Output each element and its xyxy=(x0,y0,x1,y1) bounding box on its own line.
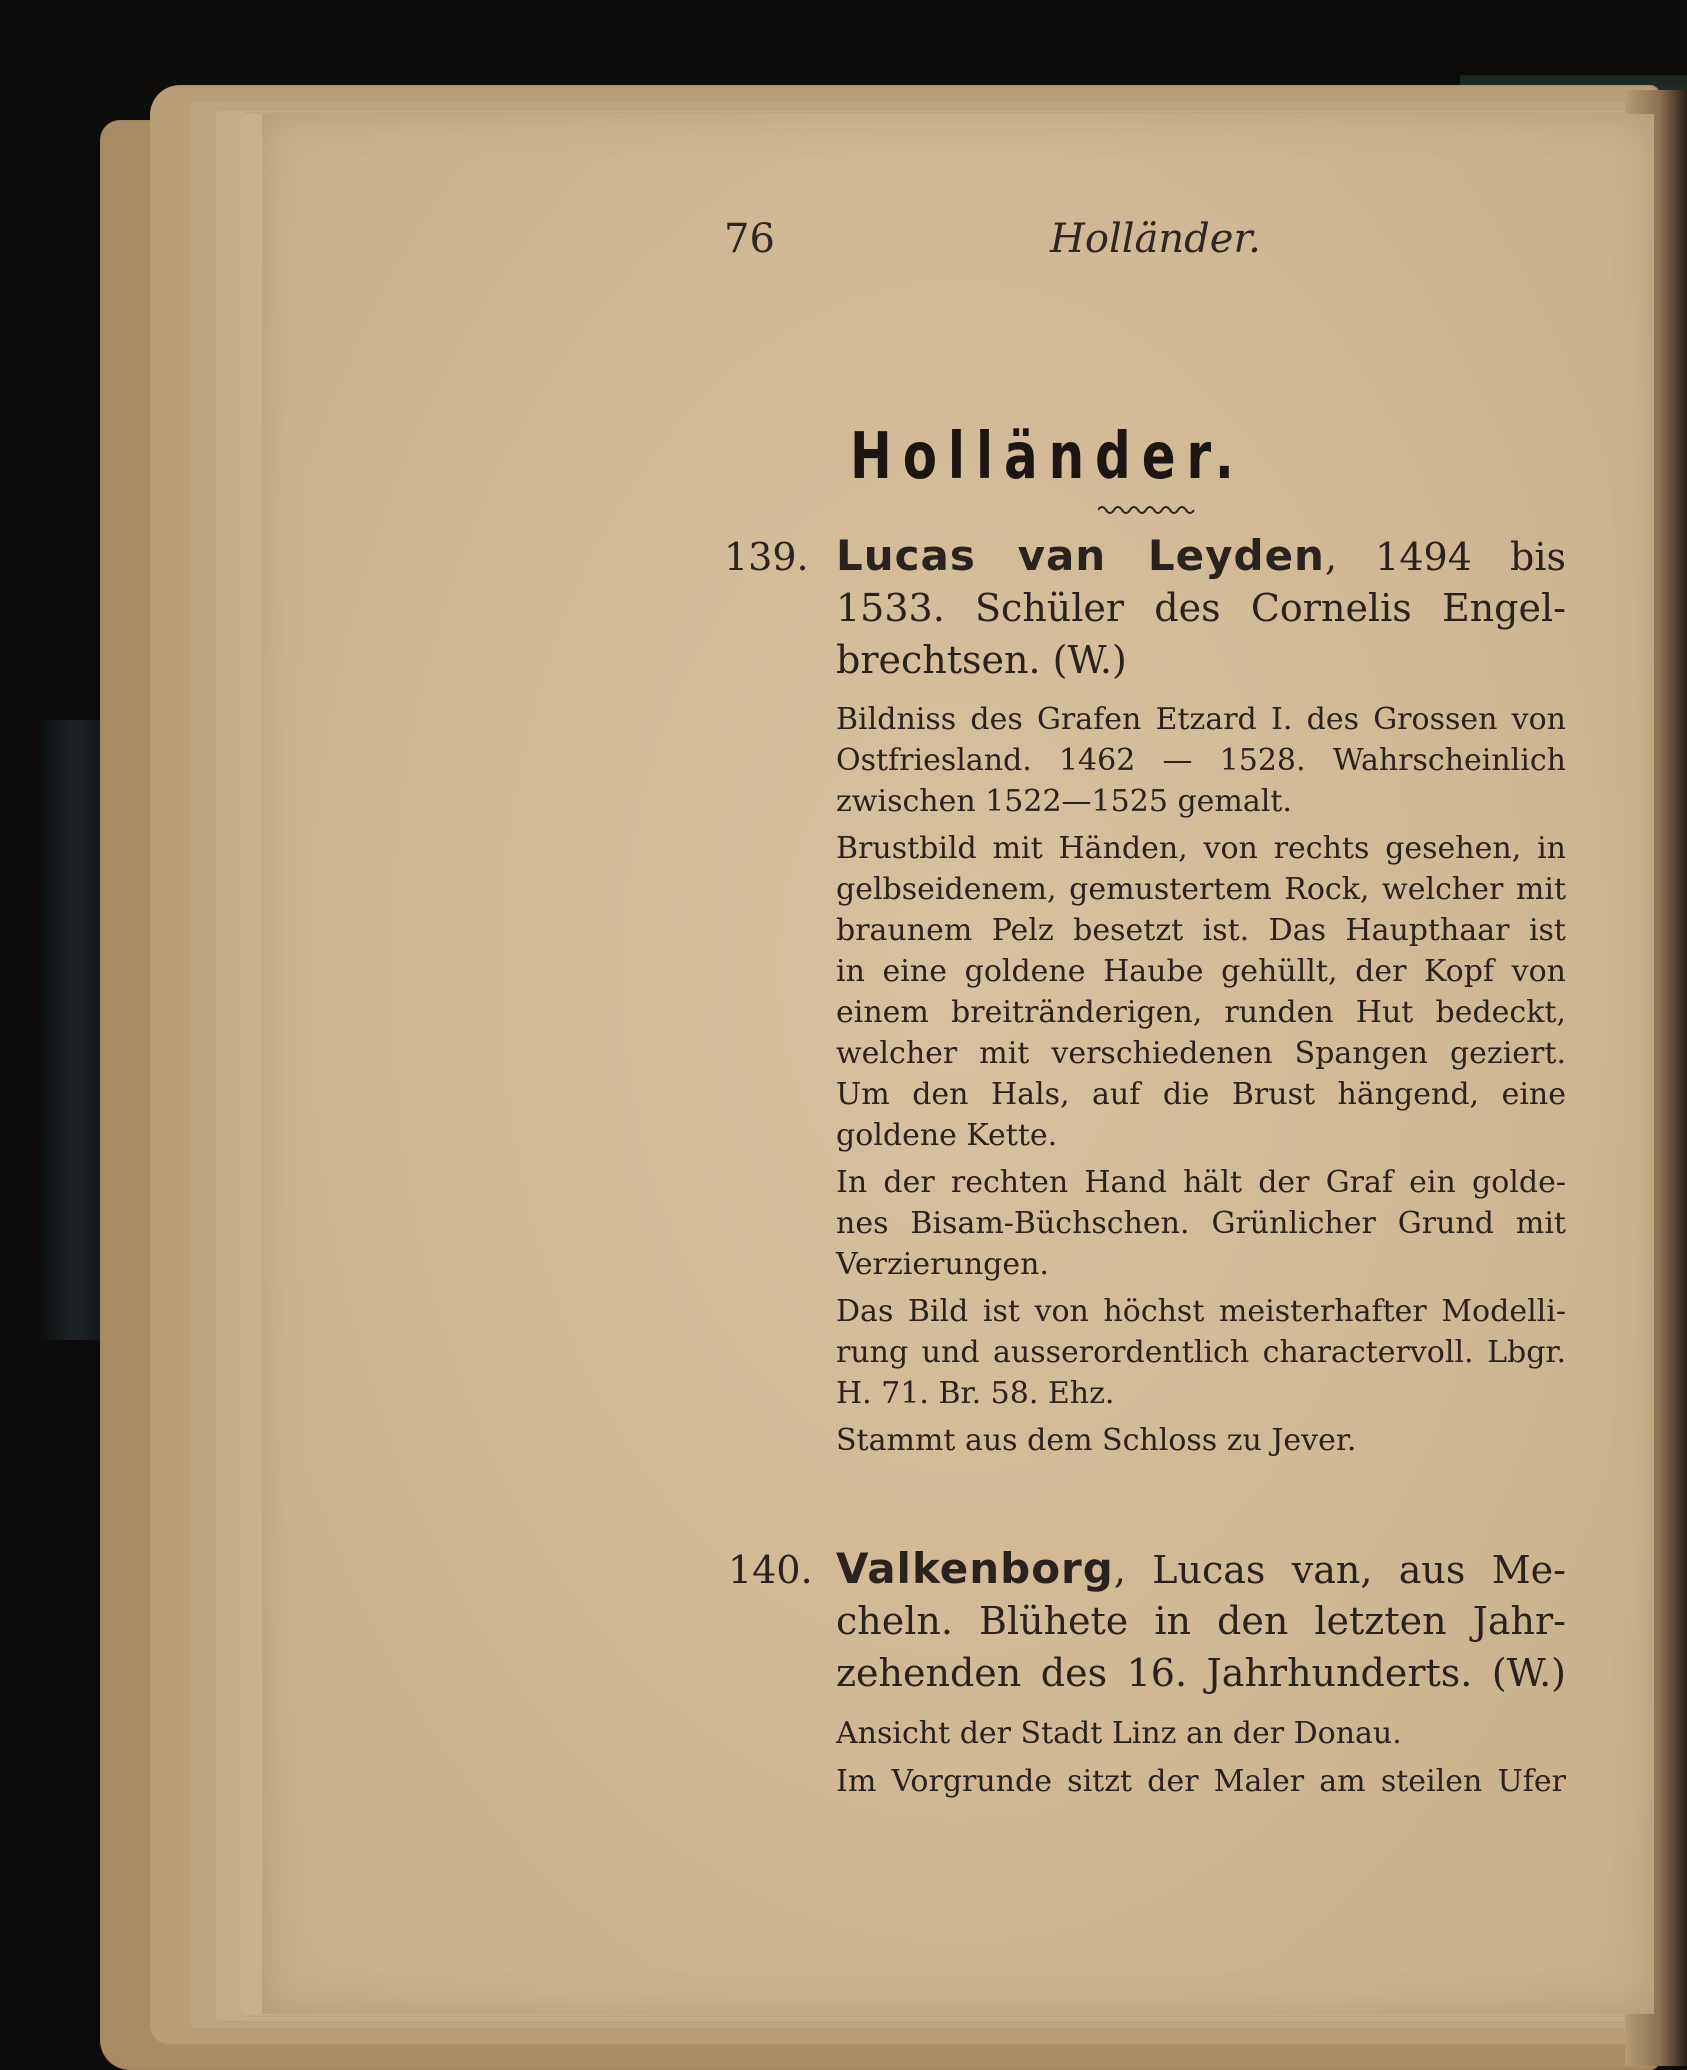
entry-number: 140. xyxy=(728,1548,813,1592)
description-line: Das Bild ist von höchst meisterhafter Modelli- xyxy=(836,1294,1566,1329)
running-title: Holländer. xyxy=(1050,216,1261,262)
artist-name: Lucas van Leyden xyxy=(836,531,1325,580)
description-line: gelbseidenem, gemustertem Rock, welcher mit xyxy=(836,872,1566,907)
description-line: Bildniss des Grafen Etzard I. des Grossen von xyxy=(836,702,1566,737)
description-line: Um den Hals, auf die Brust hängend, eine xyxy=(836,1077,1566,1112)
entry-number: 139. xyxy=(724,535,809,579)
artist-name: Valkenborg xyxy=(836,1544,1114,1593)
entry-intro-line: cheln. Blühete in den letzten Jahr- xyxy=(836,1599,1566,1643)
description-line: nes Bisam-Büchschen. Grünlicher Grund mit xyxy=(836,1206,1566,1241)
description-line: Verzierungen. xyxy=(836,1247,1049,1282)
description-line: Im Vorgrunde sitzt der Maler am steilen Ufer xyxy=(836,1764,1566,1799)
description-line: Ostfriesland. 1462 — 1528. Wahrscheinlich xyxy=(836,743,1566,778)
entry-intro-line: Lucas van Leyden, 1494 bis xyxy=(836,531,1566,580)
description-line: in eine goldene Haube gehüllt, der Kopf von xyxy=(836,954,1566,989)
entry-intro-line: zehenden des 16. Jahrhunderts. (W.) xyxy=(836,1651,1566,1695)
description-line: Ansicht der Stadt Linz an der Donau. xyxy=(836,1716,1402,1751)
section-heading: Holländer. xyxy=(850,420,1245,494)
entry-intro-line: 1533. Schüler des Cornelis Engel- xyxy=(836,586,1566,630)
description-line: rung und ausserordentlich charactervoll. Lbgr. xyxy=(836,1335,1566,1370)
entry-intro-line: brechtsen. (W.) xyxy=(836,638,1127,682)
description-line: In der rechten Hand hält der Graf ein golde- xyxy=(836,1165,1566,1200)
description-line: goldene Kette. xyxy=(836,1118,1058,1153)
entry-intro-line: Valkenborg, Lucas van, aus Me- xyxy=(836,1544,1566,1593)
description-line: Brustbild mit Händen, von rechts gesehen, in xyxy=(836,831,1566,866)
description-line: H. 71. Br. 58. Ehz. xyxy=(836,1376,1115,1411)
description-line: zwischen 1522—1525 gemalt. xyxy=(836,784,1292,819)
description-line: einem breitränderigen, runden Hut bedeckt, xyxy=(836,995,1566,1030)
page-number: 76 xyxy=(724,216,775,262)
description-line: braunem Pelz besetzt ist. Das Haupthaar ist xyxy=(836,913,1566,948)
description-line: welcher mit verschiedenen Spangen geziert. xyxy=(836,1036,1566,1071)
description-line: Stammt aus dem Schloss zu Jever. xyxy=(836,1423,1357,1458)
ornament-wavy-rule xyxy=(1098,502,1198,516)
